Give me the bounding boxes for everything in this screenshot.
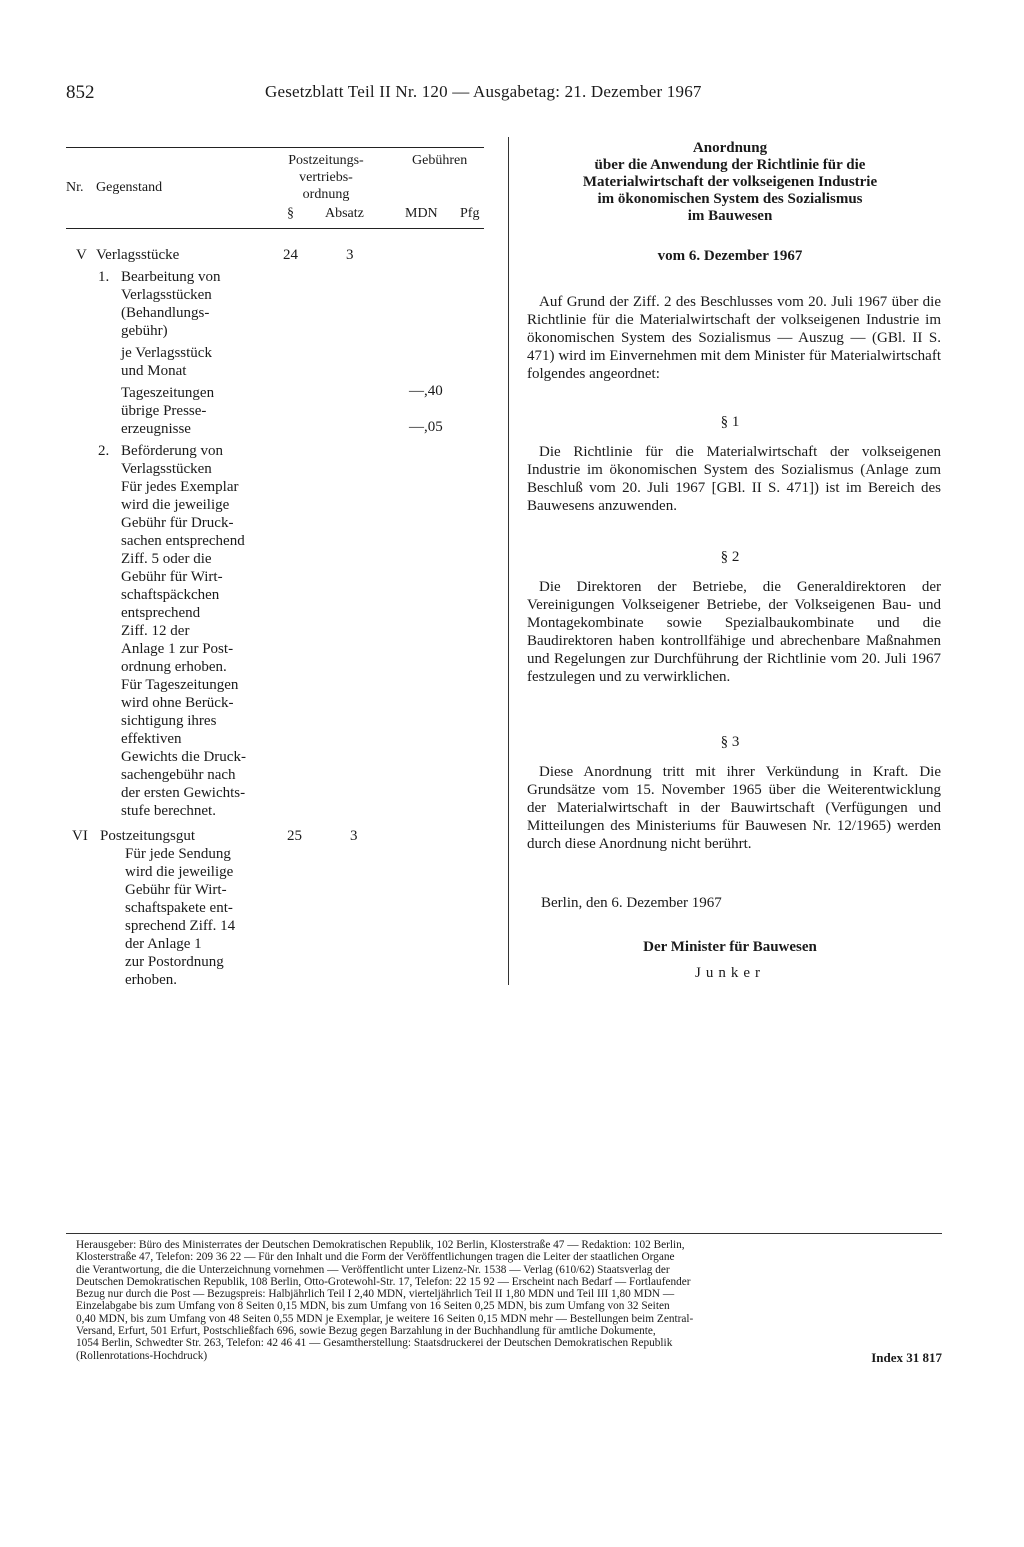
- intro-paragraph: Auf Grund der Ziff. 2 des Beschlusses vom 20. Juli 1967 über die Richtlinie für die Materialwirtschaft der volkseigenen Industrie im ökonomischen System des Sozialismus — Auszug — (GBl. II S. 471) wird im Einvernehmen mit dem Minister für Materialwirtschaft folgendes angeordnet:: [527, 294, 941, 382]
- footer-rule: [66, 1233, 942, 1234]
- column-divider: [508, 137, 509, 985]
- row-v-absatz: 3: [346, 247, 354, 263]
- signatory-name: Junker: [695, 965, 765, 981]
- header-pfg: Pfg: [460, 206, 480, 221]
- index-number: Index 31 817: [871, 1350, 942, 1365]
- table-header-rule: [66, 228, 484, 229]
- item-1-text: Bearbeitung von Verlagsstücken (Behandlungs- gebühr): [121, 269, 221, 339]
- row-vi-title: Postzeitungsgut: [100, 828, 196, 844]
- table-top-rule: [66, 147, 484, 148]
- row-vi-nr: VI: [72, 828, 88, 844]
- header-absatz: Absatz: [325, 206, 364, 221]
- item-1-nr: 1.: [98, 269, 110, 285]
- section-3-text: Diese Anordnung tritt mit ihrer Verkündung in Kraft. Die Grundsätze vom 15. November 1965 über die Weiterentwicklung der Materialwirtschaft in der Bauwirtschaft (Verfügungen und Mitteilungen des Ministeriums für Bauwesen Nr. 12/1965) werden durch diese Anordnung nicht berührt.: [527, 764, 941, 852]
- section-3-heading: § 3: [720, 734, 740, 750]
- item-2-nr: 2.: [98, 443, 110, 459]
- header-postzeitung: Postzeitungs- vertriebs- ordnung: [288, 153, 364, 202]
- header-nr: Nr.: [66, 180, 84, 195]
- header-gegenstand: Gegenstand: [96, 180, 163, 195]
- item-2-text: Beförderung von Verlagsstücken Für jedes Exemplar wird die jeweilige Gebühr für Druck- sachen entsprechend Ziff. 5 oder die Gebühr für Wirt- schaftspäckchen entsprechend Ziff. 12 der Anlage 1 zur Post- ordnung erhoben. Für Tageszeitungen wird ohne Berück- sichtigung ihres effektiven Gewichts die Druck- sachengebühr nach der ersten Gewichts- stufe berechnet.: [121, 443, 246, 819]
- imprint: Herausgeber: Büro des Ministerrates der Deutschen Demokratischen Republik, 102 Berlin, Klosterstraße 47 — Redaktion: 102 Berlin, Klosterstraße 47, Telefon: 209 36 22 — Für den Inhalt und die Form der Veröffentlichungen tragen die Leiter der staatlichen Organe die Verantwortung, die die Unterzeichnung vornehmen — Veröffentlicht unter Lizenz-Nr. 1538 — Verlag (610/62) Staatsverlag der Deutschen Demokratischen Republik, 108 Berlin, Otto-Grotewohl-Str. 17, Telefon: 22 15 92 — Erscheint nach Bedarf — Fortlaufender Bezug nur durch die Post — Bezugspreis: Halbjährlich Teil I 2,40 MDN, vierteljährlich Teil II 1,80 MDN und Teil III 1,80 MDN — Einzelabgabe bis zum Umfang von 8 Seiten 0,15 MDN, bis zum Umfang von 16 Seiten 0,25 MDN, bis zum Umfang von 32 Seiten 0,40 MDN, bis zum Umfang von 48 Seiten 0,55 MDN je Exemplar, je weitere 16 Seiten 0,15 MDN mehr — Bestellungen beim Zentral- Versand, Erfurt, 501 Erfurt, Postschließfach 696, sowie Bezug gegen Barzahlung in der Buchhandlung für amtliche Dokumente, 1054 Berlin, Schwedter Str. 263, Telefon: 42 46 41 — Gesamtherstellung: Staatsdruckerei der Deutschen Demokratischen Republik (Rollenrotations-Hochdruck): [76, 1239, 694, 1362]
- section-1-text: Die Richtlinie für die Materialwirtschaft der volkseigenen Industrie im ökonomischen System des Sozialismus (Anlage zum Beschluß vom 20. Juli 1967 [GBl. II S. 471]) ist im Bereich des Bauwesens anzuwenden.: [527, 444, 941, 514]
- row-v-paragraph: 24: [283, 247, 298, 263]
- section-2-text: Die Direktoren der Betriebe, die Generaldirektoren der Vereinigungen Volkseigener Betriebe, der Volkseigenen Bau- und Montagekombinate sowie Spezialbaukombinate und die Baudirektoren haben kontrollfähige und abrechenbare Maßnahmen und Regelungen zur Durchführung der Richtlinie vom 20. Juli 1967 festzulegen und zu verwirklichen.: [527, 579, 941, 685]
- page-number: 852: [66, 82, 95, 103]
- section-2-heading: § 2: [720, 549, 740, 565]
- item-1-tageszeitungen: Tageszeitungen: [121, 385, 215, 401]
- section-1-heading: § 1: [720, 414, 740, 430]
- item-1-presse: übrige Presse- erzeugnisse: [121, 403, 207, 437]
- place-date: Berlin, den 6. Dezember 1967: [541, 895, 722, 911]
- header-gebuehren: Gebühren: [412, 153, 468, 168]
- signatory-title: Der Minister für Bauwesen: [643, 939, 817, 955]
- item-1-tageszeitungen-fee: —,40: [409, 383, 443, 399]
- running-head: Gesetzblatt Teil II Nr. 120 — Ausgabetag: 21. Dezember 1967: [265, 82, 702, 101]
- header-mdn: MDN: [405, 206, 438, 221]
- row-v-title: Verlagsstücke: [96, 247, 180, 263]
- article-title: Anordnung über die Anwendung der Richtlinie für die Materialwirtschaft der volkseigenen Industrie im ökonomischen System des Sozialismus im Bauwesen: [582, 140, 878, 224]
- item-1-per: je Verlagsstück und Monat: [121, 345, 212, 379]
- row-vi-text: Für jede Sendung wird die jeweilige Gebühr für Wirt- schaftspakete ent- sprechend Ziff. 14 der Anlage 1 zur Postordnung erhoben.: [125, 846, 236, 988]
- article-date: vom 6. Dezember 1967: [657, 248, 803, 264]
- item-1-presse-fee: —,05: [409, 419, 443, 435]
- row-vi-absatz: 3: [350, 828, 358, 844]
- row-v-nr: V: [76, 247, 87, 263]
- header-paragraph: §: [287, 206, 294, 221]
- row-vi-paragraph: 25: [287, 828, 302, 844]
